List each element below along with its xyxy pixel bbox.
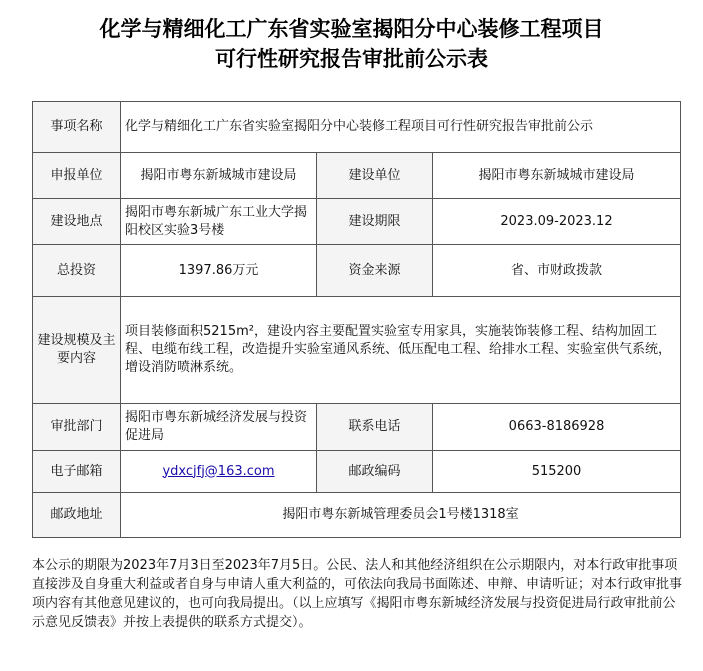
table-row bbox=[33, 493, 681, 538]
builder-label: 建设单位 bbox=[317, 153, 433, 199]
applicant-label: 申报单位 bbox=[33, 153, 121, 199]
address-value: 揭阳市粤东新城管理委员会1号楼1318室 bbox=[121, 493, 681, 538]
funding-value: 省、市财政拨款 bbox=[433, 245, 681, 297]
item-name-label: 事项名称 bbox=[33, 102, 121, 153]
disclosure-table bbox=[32, 101, 681, 538]
page-title bbox=[0, 14, 703, 74]
period-label: 建设期限 bbox=[317, 199, 433, 245]
scope-label: 建设规模及主要内容 bbox=[33, 297, 121, 404]
investment-value: 1397.86万元 bbox=[121, 245, 317, 297]
dept-label: 审批部门 bbox=[33, 404, 121, 451]
phone-value: 0663-8186928 bbox=[433, 404, 681, 451]
period-value: 2023.09-2023.12 bbox=[433, 199, 681, 245]
postcode-value: 515200 bbox=[433, 451, 681, 493]
applicant-value: 揭阳市粤东新城城市建设局 bbox=[121, 153, 317, 199]
table-row bbox=[33, 451, 681, 493]
table-row bbox=[33, 245, 681, 297]
table-row bbox=[33, 102, 681, 153]
notice-text: 本公示的期限为2023年7月3日至2023年7月5日。公民、法人和其他经济组织在公示期限内，对本行政审批事项直接涉及自身重大利益或者自身与申请人重大利益的，可依法向我局书面陈述、申辩、申请听证；对本行政审批事项内容有其他意见建议的，也可向我局提出。（以上应填写《揭阳市粤东新城经济发展与投资促进局行政审批前公示意见反馈表》并按上表提供的联系方式提交）。 bbox=[32, 558, 683, 630]
table-row bbox=[33, 297, 681, 404]
table-row bbox=[33, 199, 681, 245]
funding-label: 资金来源 bbox=[317, 245, 433, 297]
postcode-label: 邮政编码 bbox=[317, 451, 433, 493]
scope-value: 项目装修面积5215m²，建设内容主要配置实验室专用家具，实施装饰装修工程、结构加固工程、电缆布线工程，改造提升实验室通风系统、低压配电工程、给排水工程、实验室供气系统，增设消防喷淋系统。 bbox=[121, 297, 681, 404]
table-row bbox=[33, 404, 681, 451]
investment-label: 总投资 bbox=[33, 245, 121, 297]
email-link[interactable]: ydxcjfj@163.com bbox=[162, 463, 275, 479]
title-line-1: 化学与精细化工广东省实验室揭阳分中心装修工程项目 bbox=[99, 17, 604, 41]
dept-value: 揭阳市粤东新城经济发展与投资促进局 bbox=[121, 404, 317, 451]
item-name-value: 化学与精细化工广东省实验室揭阳分中心装修工程项目可行性研究报告审批前公示 bbox=[121, 102, 681, 153]
location-label: 建设地点 bbox=[33, 199, 121, 245]
phone-label: 联系电话 bbox=[317, 404, 433, 451]
email-cell bbox=[121, 451, 317, 493]
email-label: 电子邮箱 bbox=[33, 451, 121, 493]
builder-value: 揭阳市粤东新城城市建设局 bbox=[433, 153, 681, 199]
address-label: 邮政地址 bbox=[33, 493, 121, 538]
title-line-2: 可行性研究报告审批前公示表 bbox=[215, 47, 488, 71]
location-value: 揭阳市粤东新城广东工业大学揭阳校区实验3号楼 bbox=[121, 199, 317, 245]
table-row bbox=[33, 153, 681, 199]
